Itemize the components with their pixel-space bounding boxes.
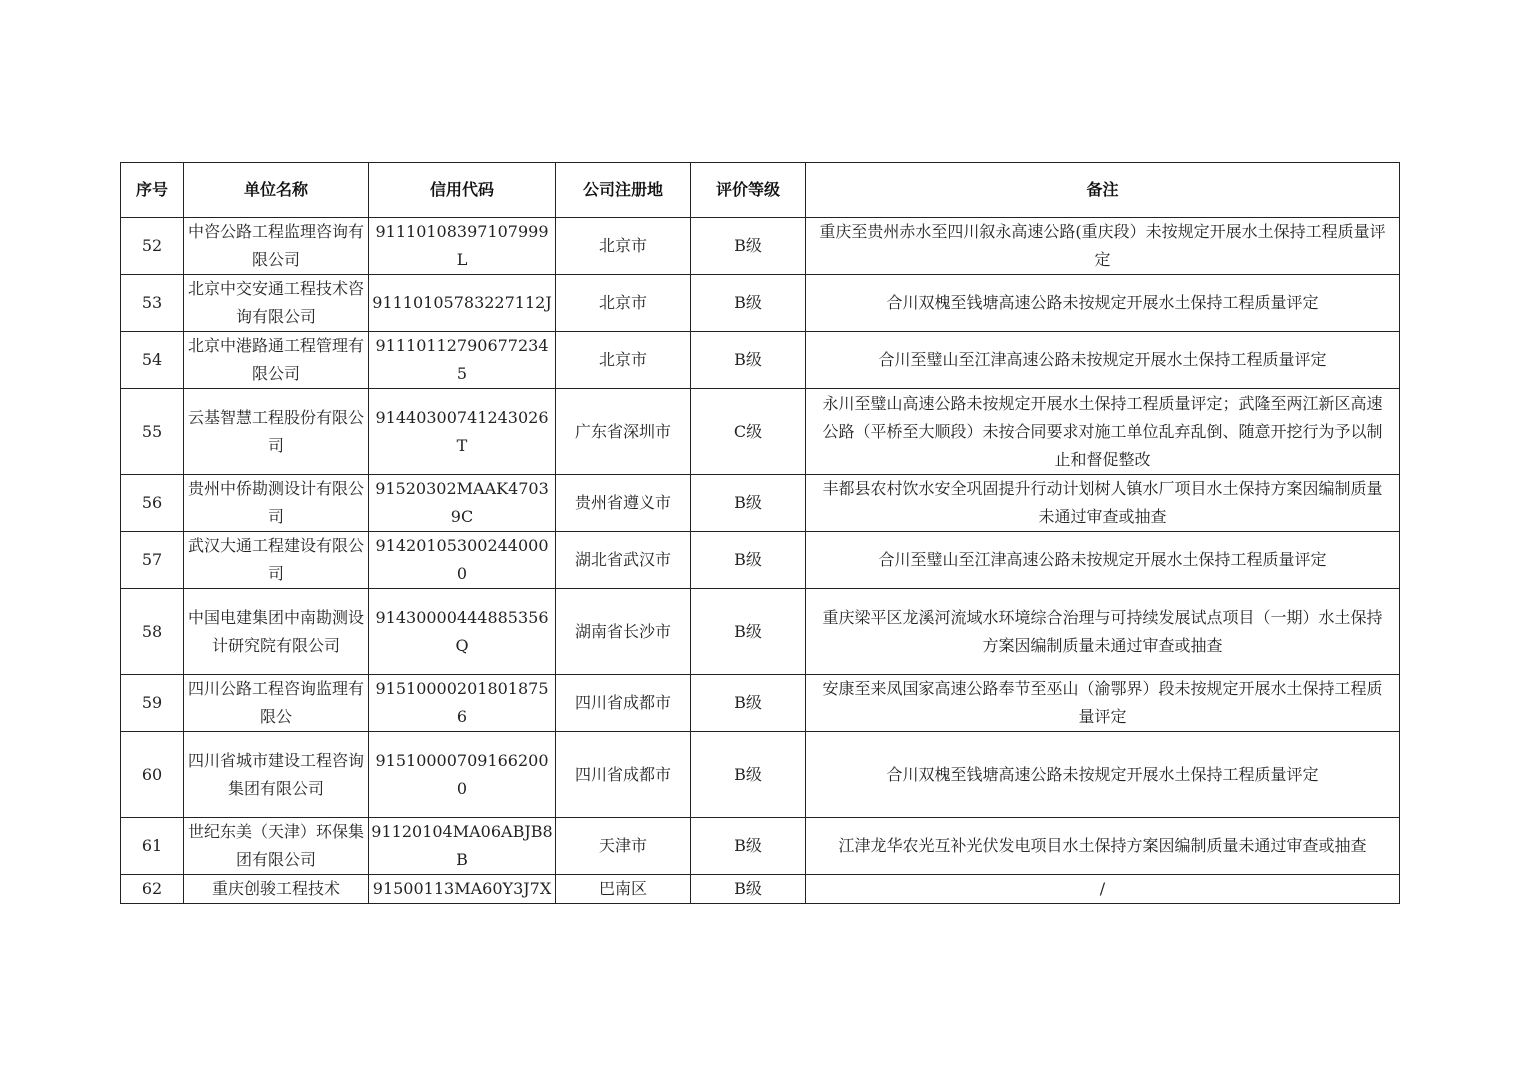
table-row (121, 332, 1400, 389)
cell-evaluation-grade: B级 (691, 218, 806, 275)
cell-evaluation-grade: B级 (691, 332, 806, 389)
cell-registration-location: 湖南省长沙市 (556, 589, 691, 675)
table-header-row (121, 163, 1400, 218)
cell-evaluation-grade: B级 (691, 818, 806, 875)
cell-credit-code: 91110108397107999L (369, 218, 556, 275)
cell-credit-code: 91500113MA60Y3J7X (369, 875, 556, 904)
cell-evaluation-grade: B级 (691, 475, 806, 532)
table-row (121, 532, 1400, 589)
table-row (121, 818, 1400, 875)
cell-company-name: 四川公路工程咨询监理有限公 (184, 675, 369, 732)
cell-serial-number: 54 (121, 332, 184, 389)
cell-registration-location: 北京市 (556, 275, 691, 332)
cell-registration-location: 北京市 (556, 332, 691, 389)
cell-evaluation-grade: B级 (691, 532, 806, 589)
header-evaluation-grade: 评价等级 (691, 163, 806, 218)
cell-company-name: 世纪东美（天津）环保集团有限公司 (184, 818, 369, 875)
cell-evaluation-grade: B级 (691, 875, 806, 904)
cell-remarks: 合川至璧山至江津高速公路未按规定开展水土保持工程质量评定 (806, 532, 1400, 589)
cell-credit-code: 914201053002440000 (369, 532, 556, 589)
cell-registration-location: 贵州省遵义市 (556, 475, 691, 532)
cell-company-name: 武汉大通工程建设有限公司 (184, 532, 369, 589)
cell-serial-number: 60 (121, 732, 184, 818)
cell-evaluation-grade: B级 (691, 732, 806, 818)
table-row (121, 475, 1400, 532)
cell-remarks: 重庆梁平区龙溪河流域水环境综合治理与可持续发展试点项目（一期）水土保持方案因编制质量未通过审查或抽查 (806, 589, 1400, 675)
cell-remarks: 永川至璧山高速公路未按规定开展水土保持工程质量评定；武隆至两江新区高速公路（平桥至大顺段）未按合同要求对施工单位乱弃乱倒、随意开挖行为予以制止和督促整改 (806, 389, 1400, 475)
cell-registration-location: 四川省成都市 (556, 675, 691, 732)
table-row (121, 732, 1400, 818)
cell-credit-code: 91520302MAAK47039C (369, 475, 556, 532)
cell-serial-number: 58 (121, 589, 184, 675)
cell-remarks: 合川双槐至钱塘高速公路未按规定开展水土保持工程质量评定 (806, 732, 1400, 818)
cell-remarks: 合川双槐至钱塘高速公路未按规定开展水土保持工程质量评定 (806, 275, 1400, 332)
cell-serial-number: 53 (121, 275, 184, 332)
cell-registration-location: 天津市 (556, 818, 691, 875)
cell-company-name: 中咨公路工程监理咨询有限公司 (184, 218, 369, 275)
cell-remarks: 合川至璧山至江津高速公路未按规定开展水土保持工程质量评定 (806, 332, 1400, 389)
cell-registration-location: 广东省深圳市 (556, 389, 691, 475)
cell-remarks: 重庆至贵州赤水至四川叙永高速公路(重庆段）未按规定开展水土保持工程质量评定 (806, 218, 1400, 275)
cell-credit-code: 915100002018018756 (369, 675, 556, 732)
table-row (121, 275, 1400, 332)
cell-company-name: 北京中交安通工程技术咨询有限公司 (184, 275, 369, 332)
cell-serial-number: 52 (121, 218, 184, 275)
cell-credit-code: 911101127906772345 (369, 332, 556, 389)
cell-registration-location: 四川省成都市 (556, 732, 691, 818)
header-remarks: 备注 (806, 163, 1400, 218)
table-row (121, 675, 1400, 732)
cell-registration-location: 北京市 (556, 218, 691, 275)
cell-company-name: 重庆创骏工程技术 (184, 875, 369, 904)
header-registration-location: 公司注册地 (556, 163, 691, 218)
header-company-name: 单位名称 (184, 163, 369, 218)
cell-serial-number: 59 (121, 675, 184, 732)
header-credit-code: 信用代码 (369, 163, 556, 218)
cell-company-name: 云基智慧工程股份有限公司 (184, 389, 369, 475)
cell-evaluation-grade: B级 (691, 589, 806, 675)
cell-serial-number: 61 (121, 818, 184, 875)
cell-remarks: 丰都县农村饮水安全巩固提升行动计划树人镇水厂项目水土保持方案因编制质量未通过审查或抽查 (806, 475, 1400, 532)
cell-registration-location: 湖北省武汉市 (556, 532, 691, 589)
cell-serial-number: 62 (121, 875, 184, 904)
cell-serial-number: 56 (121, 475, 184, 532)
table-row (121, 875, 1400, 904)
cell-company-name: 中国电建集团中南勘测设计研究院有限公司 (184, 589, 369, 675)
cell-credit-code: 91430000444885356Q (369, 589, 556, 675)
evaluation-table (120, 162, 1400, 904)
cell-serial-number: 55 (121, 389, 184, 475)
table-row (121, 218, 1400, 275)
cell-company-name: 贵州中侨勘测设计有限公司 (184, 475, 369, 532)
cell-credit-code: 91110105783227112J (369, 275, 556, 332)
table-row (121, 589, 1400, 675)
cell-company-name: 北京中港路通工程管理有限公司 (184, 332, 369, 389)
table-row (121, 389, 1400, 475)
cell-remarks: / (806, 875, 1400, 904)
cell-evaluation-grade: B级 (691, 275, 806, 332)
cell-credit-code: 91120104MA06ABJB8B (369, 818, 556, 875)
cell-remarks: 江津龙华农光互补光伏发电项目水土保持方案因编制质量未通过审查或抽查 (806, 818, 1400, 875)
cell-credit-code: 91440300741243026T (369, 389, 556, 475)
header-serial-number: 序号 (121, 163, 184, 218)
cell-remarks: 安康至来凤国家高速公路奉节至巫山（渝鄂界）段未按规定开展水土保持工程质量评定 (806, 675, 1400, 732)
cell-registration-location: 巴南区 (556, 875, 691, 904)
cell-credit-code: 915100007091662000 (369, 732, 556, 818)
cell-evaluation-grade: B级 (691, 675, 806, 732)
cell-evaluation-grade: C级 (691, 389, 806, 475)
cell-serial-number: 57 (121, 532, 184, 589)
cell-company-name: 四川省城市建设工程咨询集团有限公司 (184, 732, 369, 818)
